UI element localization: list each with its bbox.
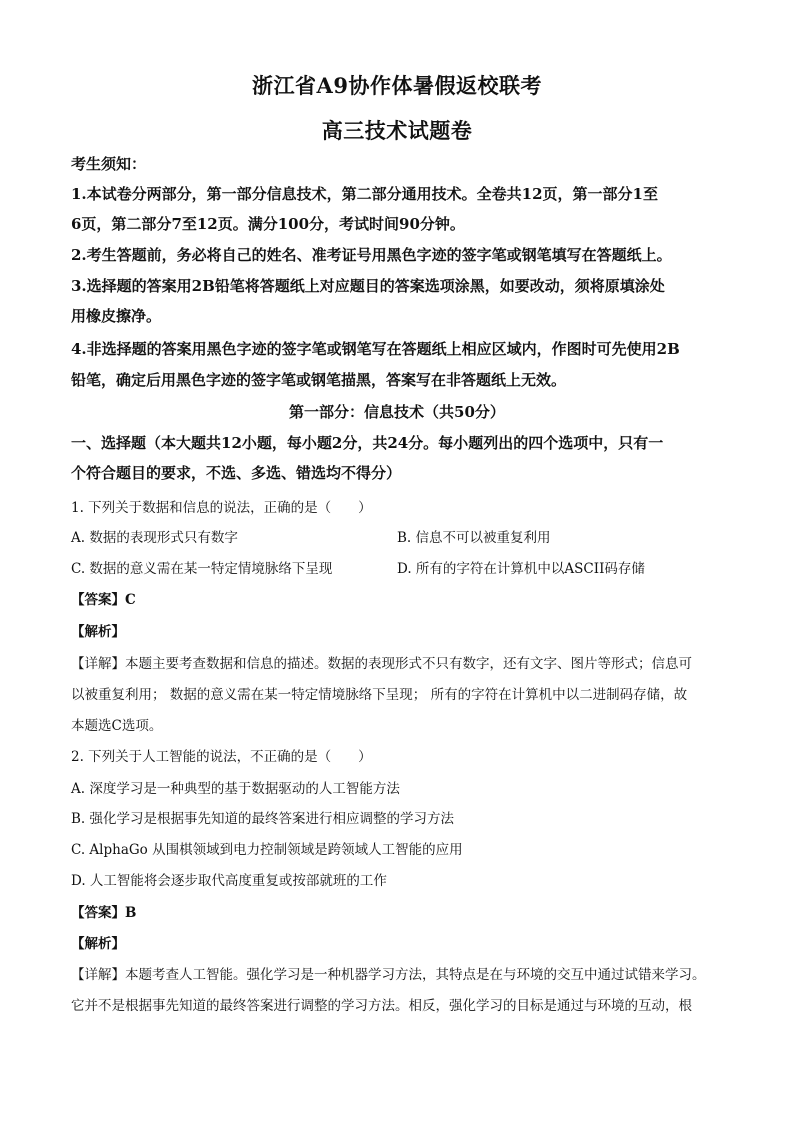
q1-analysis-label: 【解析】: [71, 624, 125, 640]
notice-line: 2.考生答题前，务必将自己的姓名、准考证号用黑色字迹的签字笔或钢笔填写在答题纸上。: [71, 246, 672, 264]
q1-option-d: D. 所有的字符在计算机中以ASCII码存储: [397, 561, 645, 577]
q1-detail-line: 以被重复利用； 数据的意义需在某一特定情境脉络下呈现； 所有的字符在计算机中以二进制码存储，故: [71, 687, 688, 703]
q2-answer: 【答案】B: [71, 905, 137, 921]
q1-answer: 【答案】C: [71, 592, 136, 608]
q1-option-a: A. 数据的表现形式只有数字: [71, 530, 238, 546]
q1-option-c: C. 数据的意义需在某一特定情境脉络下呈现: [71, 561, 333, 577]
exam-title: 浙江省A9协作体暑假返校联考: [252, 73, 542, 98]
notice-line: 铅笔，确定后用黑色字迹的签字笔或钢笔描黑，答案写在非答题纸上无效。: [71, 371, 567, 389]
q1-detail-line: 本题选C选项。: [71, 718, 163, 734]
q1-detail-line: 【详解】本题主要考查数据和信息的描述。数据的表现形式不只有数字，还有文字、图片等形式；信息可: [71, 656, 692, 672]
q2-option-c: C. AlphaGo 从围棋领域到电力控制领域是跨领域人工智能的应用: [71, 842, 463, 858]
q2-analysis-label: 【解析】: [71, 936, 125, 952]
q1-option-b: B. 信息不可以被重复利用: [397, 530, 551, 546]
exam-subtitle: 高三技术试题卷: [321, 118, 473, 143]
notice-line: 6页，第二部分7至12页。满分100分，考试时间90分钟。: [71, 215, 465, 233]
q2-stem: 2. 下列关于人工智能的说法，不正确的是（ ）: [71, 749, 372, 765]
notice-line: 用橡皮擦净。: [71, 307, 162, 325]
notice-line: 4.非选择题的答案用黑色字迹的签字笔或钢笔写在答题纸上相应区域内，作图时可先使用2B: [71, 340, 680, 358]
q2-detail-line: 【详解】本题考查人工智能。强化学习是一种机器学习方法，其特点是在与环境的交互中通过试错来学习。: [71, 967, 706, 983]
notice-line: 1.本试卷分两部分，第一部分信息技术，第二部分通用技术。全卷共12页，第一部分1至: [71, 185, 658, 203]
q2-option-d: D. 人工智能将会逐步取代高度重复或按部就班的工作: [71, 873, 387, 889]
notice-heading: 考生须知：: [71, 155, 147, 173]
q2-detail-line: 它并不是根据事先知道的最终答案进行调整的学习方法。相反，强化学习的目标是通过与环境的互动，根: [71, 998, 692, 1014]
section-heading-line: 一、选择题（本大题共12小题，每小题2分，共24分。每小题列出的四个选项中，只有一: [71, 434, 664, 452]
notice-line: 3.选择题的答案用2B铅笔将答题纸上对应题目的答案选项涂黑，如要改动，须将原填涂处: [71, 277, 665, 295]
q2-option-b: B. 强化学习是根据事先知道的最终答案进行相应调整的学习方法: [71, 811, 455, 827]
q2-option-a: A. 深度学习是一种典型的基于数据驱动的人工智能方法: [71, 781, 400, 797]
section-heading-line: 个符合题目的要求，不选、多选、错选均不得分）: [71, 464, 402, 482]
part1-heading: 第一部分：信息技术（共50分）: [289, 403, 505, 421]
q1-stem: 1. 下列关于数据和信息的说法，正确的是（ ）: [71, 500, 372, 516]
